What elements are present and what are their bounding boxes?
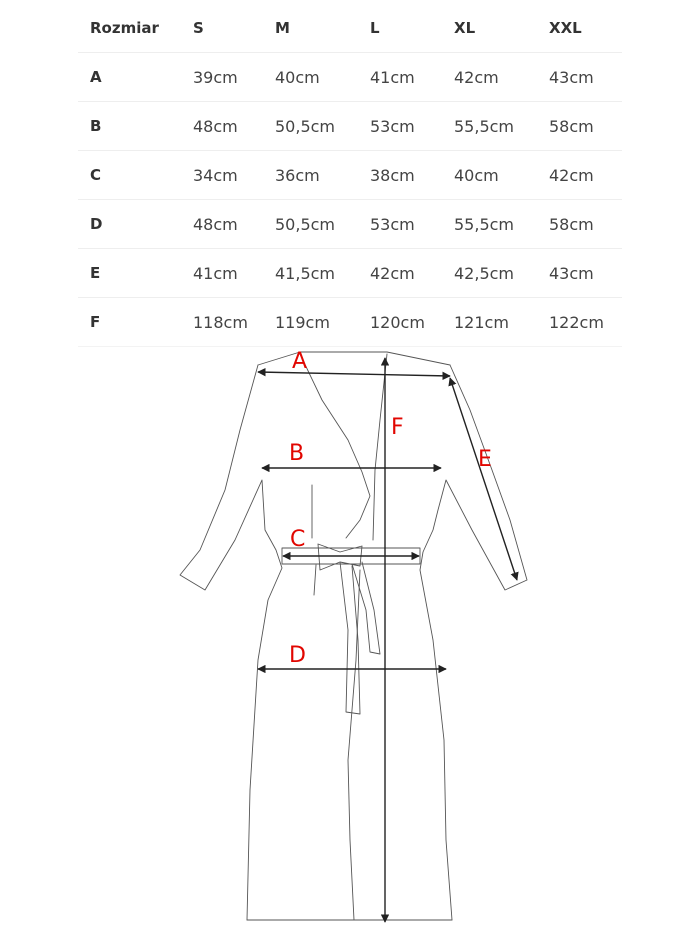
header-size: XL (442, 4, 537, 53)
robe-belt-tie-2 (352, 562, 380, 654)
row-label: F (78, 298, 181, 347)
table-cell: 58cm (537, 200, 622, 249)
table-cell: 42,5cm (442, 249, 537, 298)
table-cell: 55,5cm (442, 200, 537, 249)
robe-outline (180, 352, 527, 920)
table-cell: 55,5cm (442, 102, 537, 151)
table-cell: 43cm (537, 249, 622, 298)
table-row (78, 249, 622, 298)
table-cell: 41,5cm (263, 249, 358, 298)
table-cell: 50,5cm (263, 200, 358, 249)
measure-label-e: E (478, 447, 492, 472)
measure-label-b: B (289, 441, 305, 466)
row-label: C (78, 151, 181, 200)
table-cell: 34cm (181, 151, 263, 200)
table-row (78, 200, 622, 249)
table-cell: 48cm (181, 200, 263, 249)
robe-fold (314, 565, 316, 595)
row-label: B (78, 102, 181, 151)
table-cell: 43cm (537, 53, 622, 102)
size-chart-table (78, 4, 622, 347)
measure-label-a: A (292, 349, 308, 374)
table-cell: 40cm (442, 151, 537, 200)
table-cell: 48cm (181, 102, 263, 151)
table-cell: 122cm (537, 298, 622, 347)
table-row (78, 53, 622, 102)
robe-measurement-diagram (0, 340, 700, 933)
table-cell: 38cm (358, 151, 442, 200)
table-cell: 53cm (358, 200, 442, 249)
robe-left-side (180, 365, 282, 920)
table-cell: 53cm (358, 102, 442, 151)
table-header-row (78, 4, 622, 53)
robe-neckline (258, 352, 450, 365)
table-cell: 36cm (263, 151, 358, 200)
header-size: M (263, 4, 358, 53)
header-size: S (181, 4, 263, 53)
table-cell: 120cm (358, 298, 442, 347)
measure-line-a (258, 372, 450, 376)
table-cell: 121cm (442, 298, 537, 347)
measure-label-d: D (289, 643, 306, 668)
row-label: E (78, 249, 181, 298)
table-cell: 42cm (537, 151, 622, 200)
table-cell: 39cm (181, 53, 263, 102)
measure-line-e (450, 378, 517, 580)
table-cell: 42cm (442, 53, 537, 102)
measure-label-c: C (290, 527, 306, 552)
table-row (78, 151, 622, 200)
table-cell: 50,5cm (263, 102, 358, 151)
measure-label-f: F (391, 415, 404, 440)
table-cell: 42cm (358, 249, 442, 298)
table-row (78, 102, 622, 151)
robe-front-edge (348, 570, 360, 920)
header-corner-label: Rozmiar (78, 4, 181, 53)
header-size: XXL (537, 4, 622, 53)
table-cell: 119cm (263, 298, 358, 347)
robe-lapel-left (300, 354, 370, 538)
header-size: L (358, 4, 442, 53)
row-label: D (78, 200, 181, 249)
table-cell: 118cm (181, 298, 263, 347)
table-cell: 58cm (537, 102, 622, 151)
table-cell: 41cm (358, 53, 442, 102)
table-cell: 41cm (181, 249, 263, 298)
table-cell: 40cm (263, 53, 358, 102)
row-label: A (78, 53, 181, 102)
